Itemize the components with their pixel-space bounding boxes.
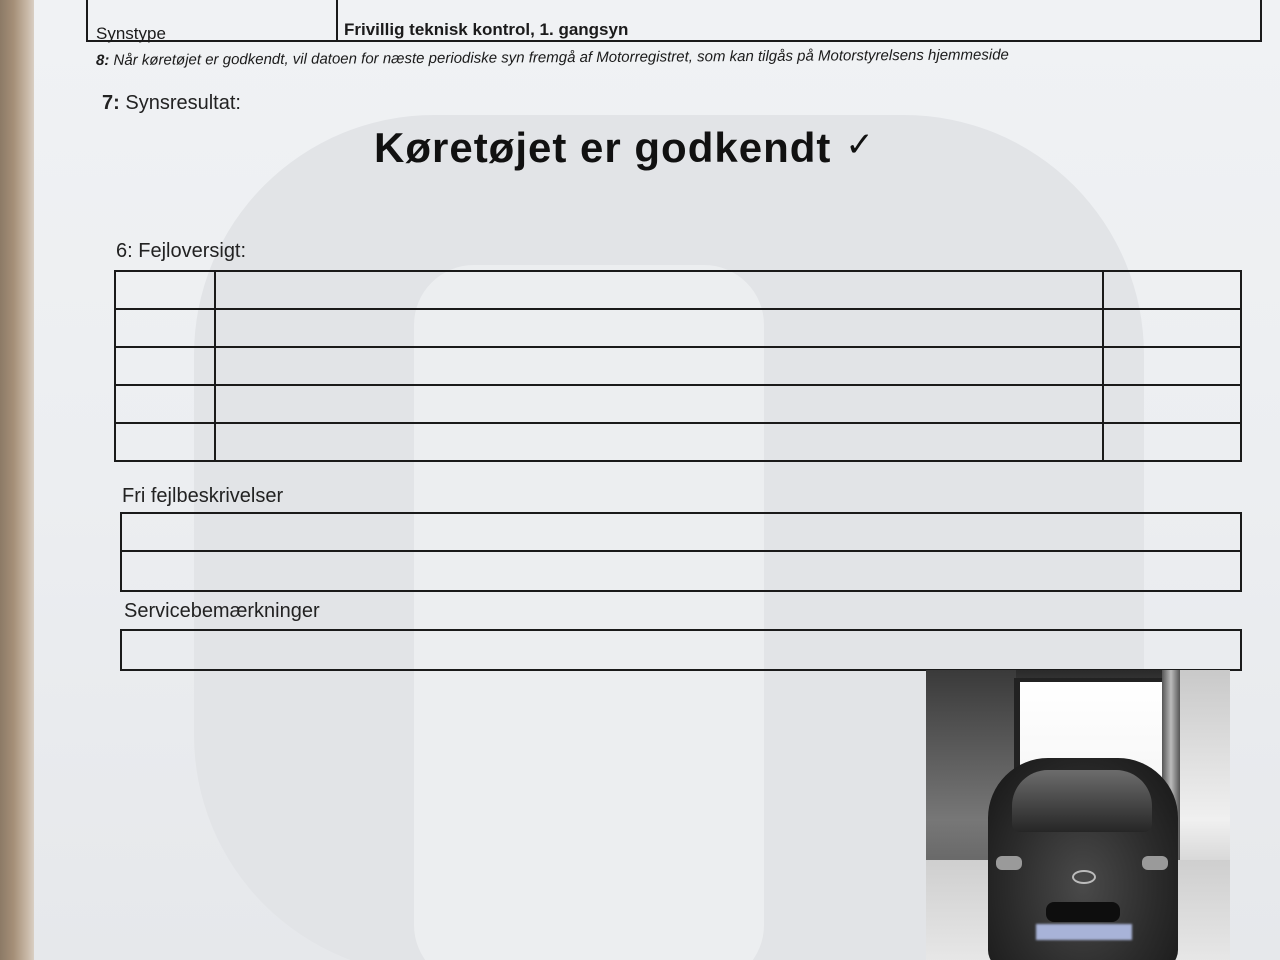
table-row [122, 631, 1240, 669]
footnote-text: Når køretøjet er godkendt, vil datoen for næste periodiske syn fremgå af Motorregistret, som kan tilgås på Motorstyrelsens hjemmeside [113, 46, 1009, 69]
table-cell [116, 348, 216, 384]
car-grille [1046, 902, 1120, 922]
license-plate-blurred [1036, 924, 1132, 940]
servicebemaerkninger-label: Servicebemærkninger [124, 600, 320, 622]
table-cell [216, 348, 1104, 384]
table-cell [1104, 272, 1240, 308]
table-row [116, 272, 1240, 310]
fri-fejlbeskrivelser-label: Fri fejlbeskrivelser [122, 485, 284, 507]
table-row [122, 514, 1240, 552]
synsresultat-label: Synsresultat: [125, 92, 241, 114]
table-cell [216, 424, 1104, 462]
result-text: Køretøjet er godkendt [374, 124, 832, 171]
table-cell [1104, 348, 1240, 384]
synstype-label: Synstype [88, 0, 338, 40]
car-badge-icon [1072, 870, 1096, 884]
checkmark-icon: ✓ [845, 126, 875, 164]
car-headlight-right [1142, 856, 1168, 870]
car-inspection-photo [926, 670, 1230, 960]
table-cell [1104, 310, 1240, 346]
table-cell [216, 310, 1104, 346]
synsresultat-number: 7: [102, 92, 120, 114]
table-cell [116, 386, 216, 422]
table-row [116, 348, 1240, 386]
table-row [116, 424, 1240, 462]
footnote-number: 8: [95, 51, 110, 69]
table-row [122, 552, 1240, 590]
synstype-table [86, 0, 1262, 42]
table-surface [0, 0, 34, 960]
table-cell [116, 272, 216, 308]
table-row [116, 310, 1240, 348]
table-cell [116, 424, 216, 462]
table-cell [1104, 386, 1240, 422]
servicebemaerkninger-table [120, 629, 1242, 671]
result-approved-title [374, 124, 875, 172]
car-headlight-left [996, 856, 1022, 870]
car-windshield [1012, 770, 1152, 832]
fejloversigt-table [114, 270, 1242, 462]
table-row [116, 386, 1240, 424]
table-cell [216, 386, 1104, 422]
table-cell [216, 272, 1104, 308]
footnote [96, 46, 1009, 69]
synsresultat-heading [102, 92, 241, 115]
fri-fejlbeskrivelser-table [120, 512, 1242, 592]
table-cell [116, 310, 216, 346]
fejloversigt-label: 6: Fejloversigt: [116, 240, 247, 262]
table-cell [1104, 424, 1240, 462]
inspection-report-page [34, 0, 1280, 960]
synstype-value: Frivillig teknisk kontrol, 1. gangsyn [344, 20, 629, 39]
